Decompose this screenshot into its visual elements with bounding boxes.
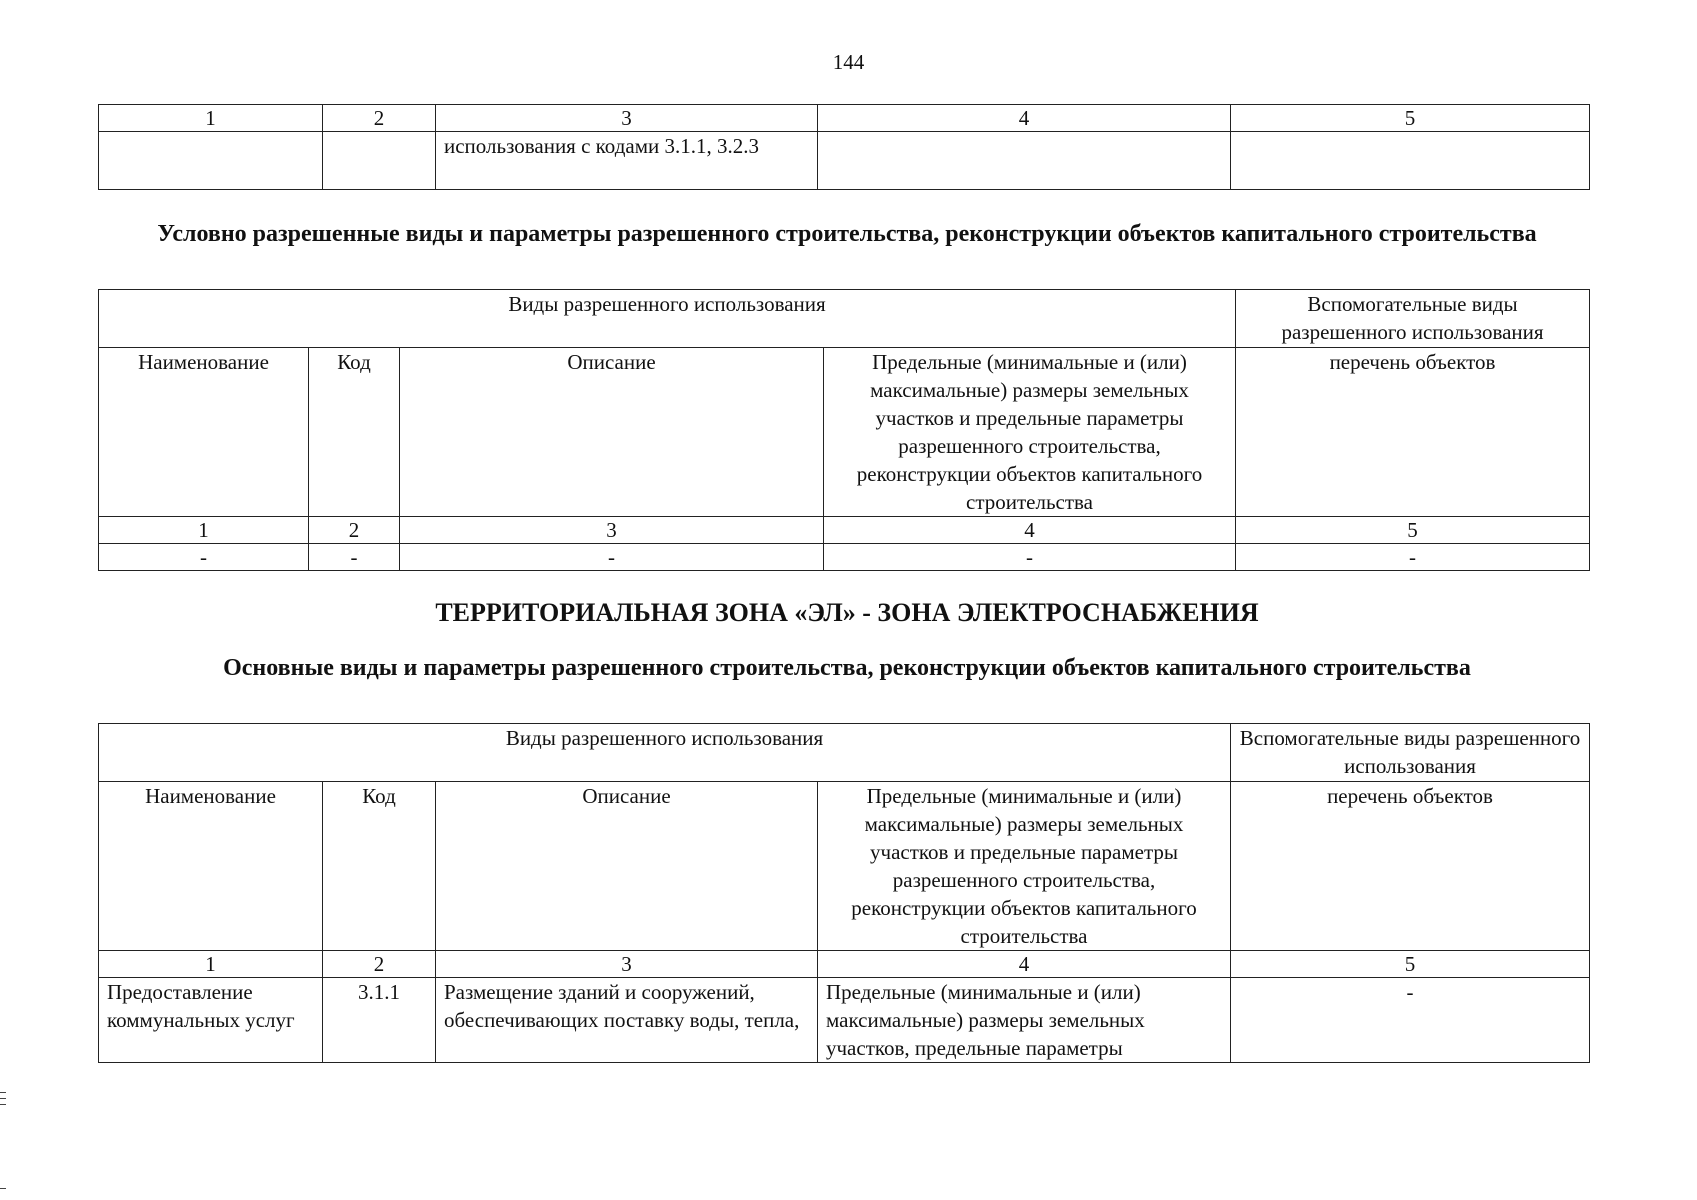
description-column-header: Описание — [436, 782, 818, 951]
row-description-cell: - — [400, 544, 824, 571]
row-code-cell — [323, 132, 436, 190]
column-number-5: 5 — [1236, 517, 1590, 544]
column-number-4: 4 — [818, 105, 1231, 132]
aux-list-column-header: перечень объектов — [1236, 348, 1590, 517]
group-header: Виды разрешенного использования — [99, 724, 1231, 782]
row-description-cell: использования с кодами 3.1.1, 3.2.3 — [436, 132, 818, 190]
row-parameters-cell — [818, 132, 1231, 190]
column-number-1: 1 — [99, 105, 323, 132]
continuation-table — [98, 104, 1590, 190]
parameters-column-header: Предельные (минимальные и (или) максимальные) размеры земельных участков и предельные параметры разрешенного строительства, реконструкции объектов капитального строительства — [818, 782, 1231, 951]
row-code-cell: 3.1.1 — [323, 978, 436, 1063]
zone-title: ТЕРРИТОРИАЛЬНАЯ ЗОНА «ЭЛ» - ЗОНА ЭЛЕКТРОСНАБЖЕНИЯ — [435, 598, 1259, 627]
scan-margin-mark — [0, 1104, 6, 1105]
page-number: 144 — [832, 50, 865, 74]
name-column-header: Наименование — [99, 782, 323, 951]
code-column-header: Код — [309, 348, 400, 517]
column-number-5: 5 — [1231, 951, 1590, 978]
description-column-header: Описание — [400, 348, 824, 517]
column-number-3: 3 — [436, 105, 818, 132]
aux-header: Вспомогательные виды разрешенного использования — [1231, 724, 1590, 782]
row-name-cell: - — [99, 544, 309, 571]
row-name-cell: Предоставление коммунальных услуг — [99, 978, 323, 1063]
aux-list-column-header: перечень объектов — [1231, 782, 1590, 951]
main-uses-table — [98, 723, 1590, 1063]
group-header: Виды разрешенного использования — [99, 290, 1236, 348]
column-number-2: 2 — [309, 517, 400, 544]
row-auxiliary-cell: - — [1236, 544, 1590, 571]
column-number-3: 3 — [436, 951, 818, 978]
scan-margin-mark — [0, 1092, 6, 1093]
column-number-3: 3 — [400, 517, 824, 544]
column-number-1: 1 — [99, 951, 323, 978]
row-parameters-cell: Предельные (минимальные и (или) максимальные) размеры земельных участков, предельные параметры — [818, 978, 1231, 1063]
row-auxiliary-cell — [1231, 132, 1590, 190]
column-number-4: 4 — [818, 951, 1231, 978]
code-column-header: Код — [323, 782, 436, 951]
scan-margin-mark — [0, 1188, 6, 1189]
scan-margin-mark — [0, 1098, 6, 1099]
conditional-section-heading: Условно разрешенные виды и параметры разрешенного строительства, реконструкции объектов капитального строительства — [157, 221, 1537, 247]
conditional-uses-table — [98, 289, 1590, 571]
name-column-header: Наименование — [99, 348, 309, 517]
column-number-1: 1 — [99, 517, 309, 544]
column-number-4: 4 — [824, 517, 1236, 544]
main-section-heading: Основные виды и параметры разрешенного строительства, реконструкции объектов капитального строительства — [223, 655, 1471, 681]
column-number-5: 5 — [1231, 105, 1590, 132]
row-auxiliary-cell: - — [1231, 978, 1590, 1063]
row-description-cell: Размещение зданий и сооружений, обеспечивающих поставку воды, тепла, — [436, 978, 818, 1063]
column-number-2: 2 — [323, 951, 436, 978]
row-parameters-cell: - — [824, 544, 1236, 571]
row-code-cell: - — [309, 544, 400, 571]
row-name-cell — [99, 132, 323, 190]
parameters-column-header: Предельные (минимальные и (или) максимальные) размеры земельных участков и предельные параметры разрешенного строительства, реконструкции объектов капитального строительства — [824, 348, 1236, 517]
aux-header: Вспомогательные виды разрешенного использования — [1236, 290, 1590, 348]
column-number-2: 2 — [323, 105, 436, 132]
